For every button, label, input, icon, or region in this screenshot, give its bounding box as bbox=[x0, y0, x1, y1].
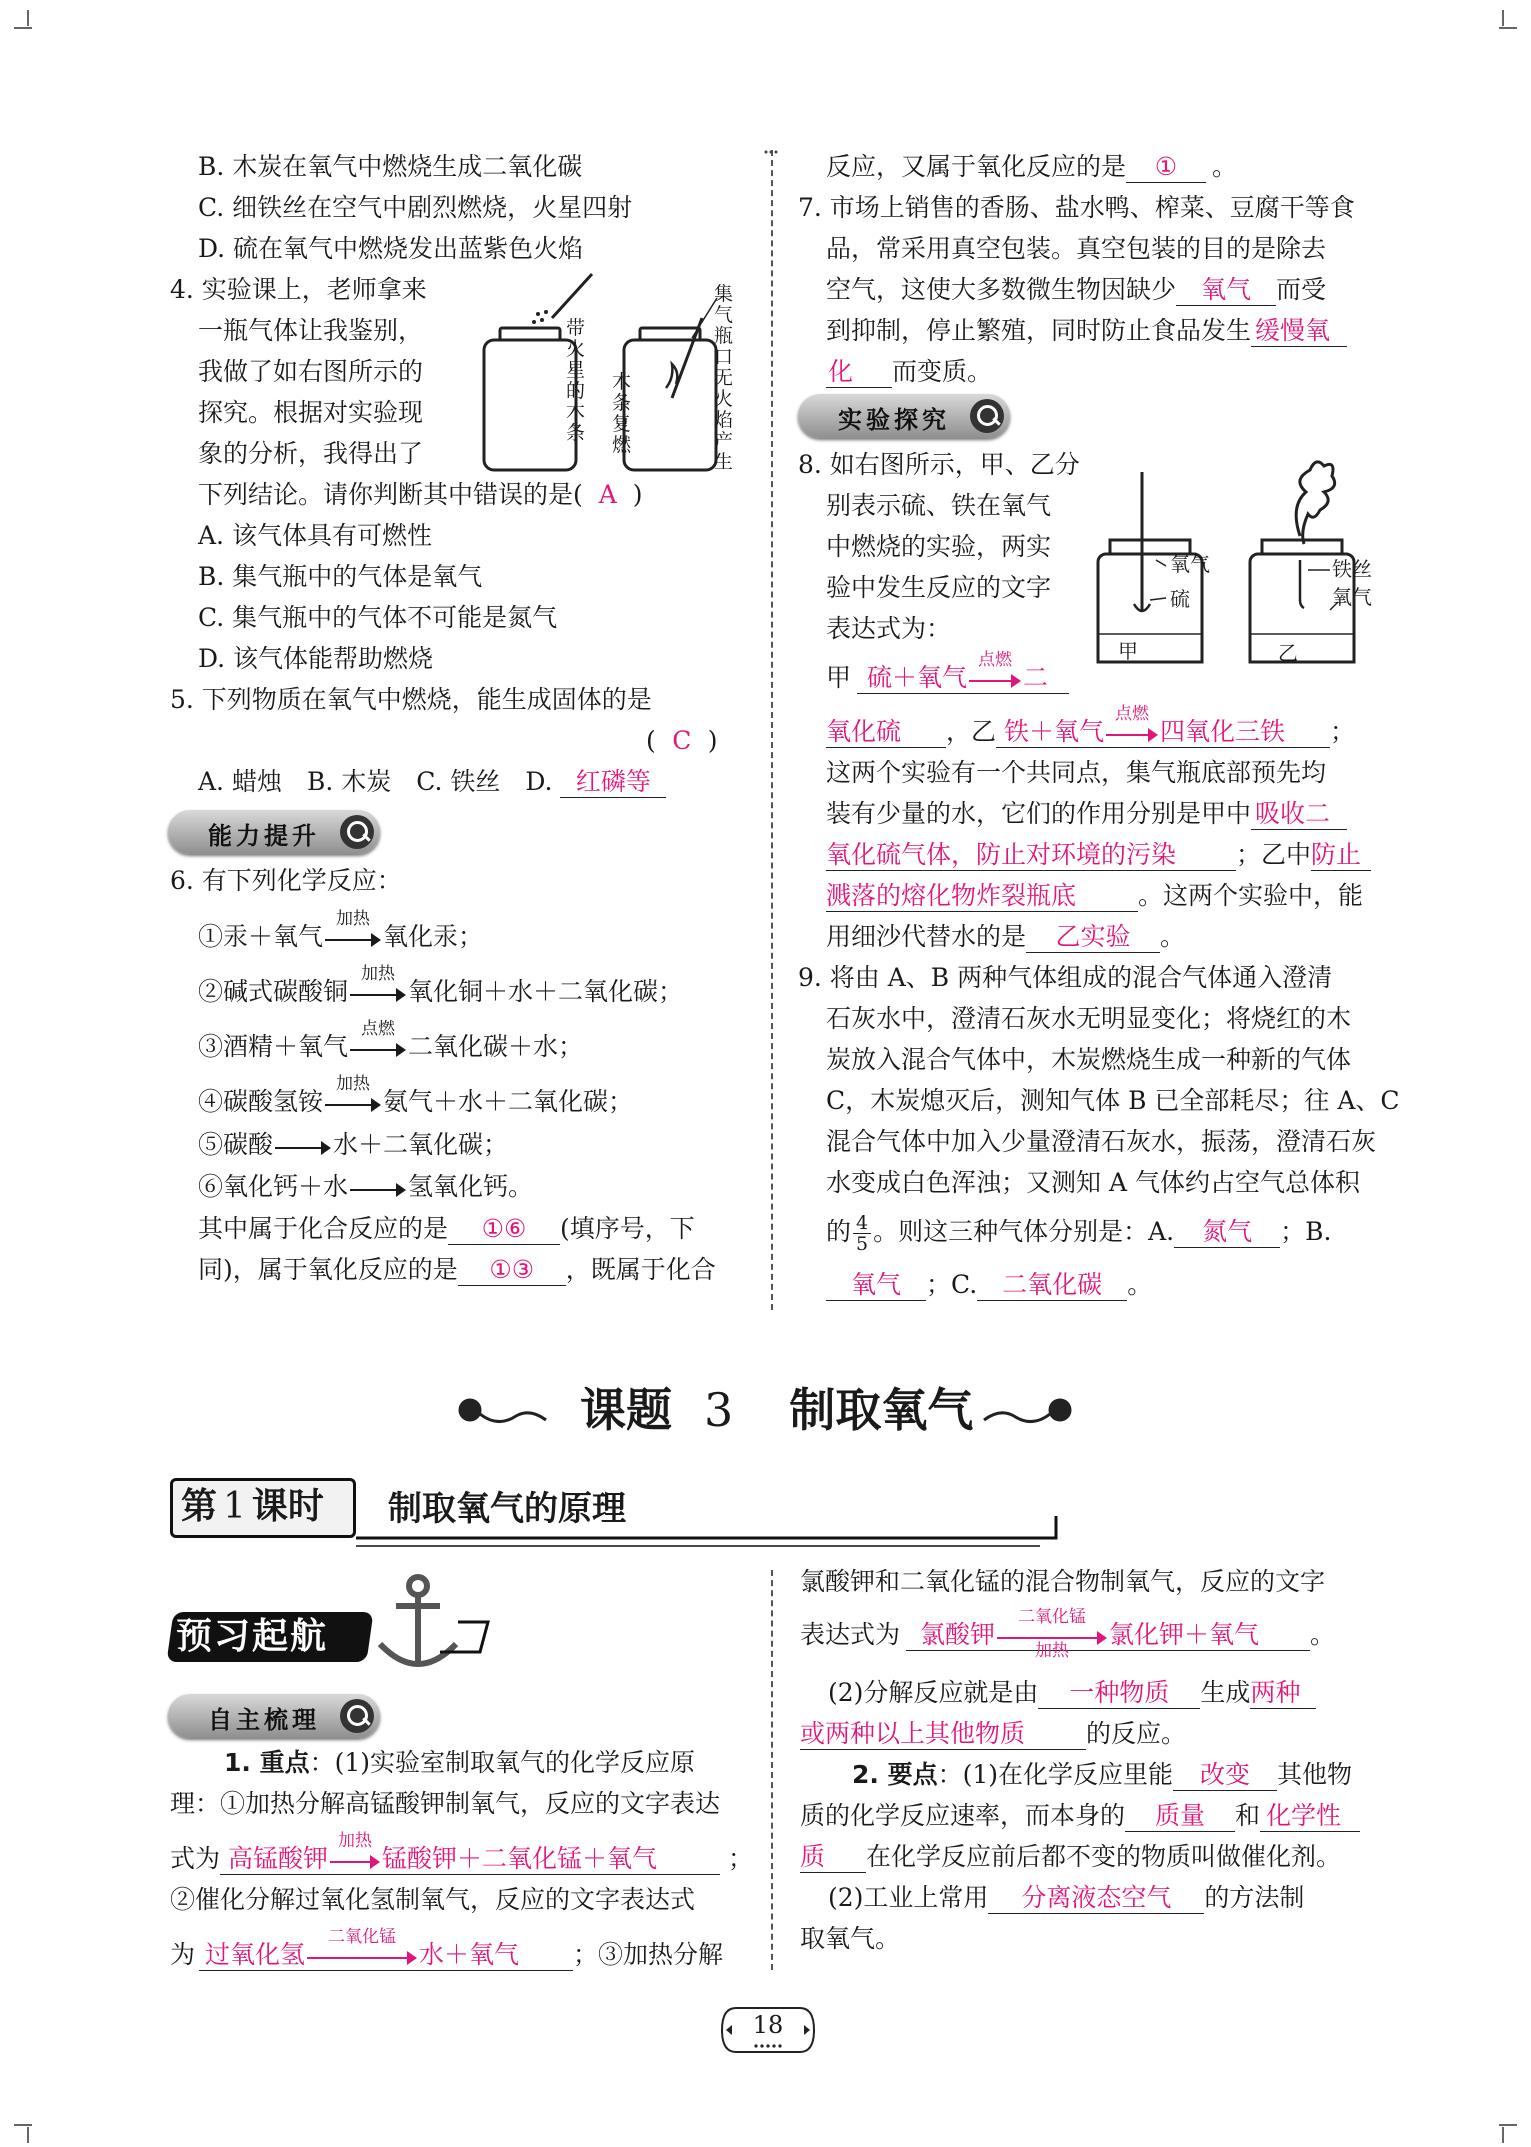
right-l2-tail: 。 bbox=[1310, 1620, 1336, 1649]
reaction-1-reactants: ①汞＋氧气 bbox=[198, 922, 324, 951]
answer-liquid-air: 分离液态空气 bbox=[988, 1883, 1204, 1914]
right-l2-text: 表达式为 bbox=[800, 1620, 901, 1649]
q5-paren-open: ( bbox=[646, 726, 656, 755]
reaction-1-products: 氧化汞； bbox=[383, 922, 484, 951]
q9-answer-a: 氮气 bbox=[1174, 1217, 1280, 1248]
reaction-3-condition: 点燃 bbox=[361, 1018, 396, 1039]
right-l6-mid: 和 bbox=[1235, 1801, 1261, 1830]
q6-answer-oxidation: ①③ bbox=[458, 1255, 566, 1286]
q4-line-1: 4. 实验课上，老师拿来 bbox=[170, 275, 427, 304]
q8-line-1: 8. 如右图所示，甲、乙分 bbox=[798, 450, 1080, 479]
kclo3-condition: 加热 bbox=[1035, 1640, 1070, 1661]
reaction-6-reactants: ⑥氧化钙＋水 bbox=[198, 1172, 349, 1201]
kmno4-products: 锰酸钾＋二氧化锰＋氧气 bbox=[382, 1844, 658, 1873]
kclo3-catalyst: 二氧化锰 bbox=[1018, 1606, 1087, 1627]
right-l3-mid: 生成 bbox=[1200, 1678, 1251, 1707]
q4-line-2: 一瓶气体让我鉴别， bbox=[198, 316, 424, 345]
reaction-2-products: 氧化铜＋水＋二氧化碳； bbox=[408, 977, 684, 1006]
q8-fig-label-yi: 乙 bbox=[1278, 641, 1298, 665]
right-l6-text: 质的化学反应速率，而本身的 bbox=[800, 1801, 1126, 1830]
q8-answer-water-role-a: 吸收二 bbox=[1251, 799, 1347, 830]
kclo3-products: 氯化钾＋氧气 bbox=[1109, 1620, 1260, 1649]
q8-answer-water-role-c: 防止 bbox=[1311, 840, 1371, 871]
h2o2-condition: 二氧化锰 bbox=[328, 1926, 397, 1947]
q8-sulfur-condition: 点燃 bbox=[978, 649, 1013, 670]
right-l3-text: (2)分解反应就是由 bbox=[828, 1678, 1039, 1707]
q6-s3-text: 反应，又属于氧化反应的是 bbox=[826, 152, 1127, 181]
right-l5-tail: 其他物 bbox=[1277, 1760, 1353, 1789]
q8-answer-sand: 乙实验 bbox=[1026, 922, 1160, 953]
section-experiment-label: 实验探究 bbox=[838, 406, 950, 434]
right-l8-text: (2)工业上常用 bbox=[828, 1883, 989, 1912]
q8-answer-water-role-d: 溅落的熔化物炸裂瓶底 bbox=[826, 881, 1138, 912]
q8-l11-tail: 。这两个实验中，能 bbox=[1138, 881, 1364, 910]
q8-semicolon: ； bbox=[1330, 717, 1356, 746]
q4-stem-end: 下列结论。请你判断其中错误的是( bbox=[198, 480, 583, 509]
q9-answer-c: 二氧化碳 bbox=[977, 1270, 1127, 1301]
q4-fig-label-relight: 木条复燃 bbox=[612, 371, 632, 456]
answer-chemical-property-a: 化学性 bbox=[1260, 1801, 1360, 1832]
q9-l7-tail: ；B. bbox=[1280, 1217, 1332, 1246]
answer-mass: 质量 bbox=[1125, 1801, 1235, 1832]
reaction-4-condition: 加热 bbox=[336, 1073, 371, 1094]
q8-line-4: 验中发生反应的文字 bbox=[826, 573, 1052, 602]
q7-answer-oxygen: 氧气 bbox=[1176, 275, 1276, 306]
lesson-title-topic: 制取氧气 bbox=[789, 1383, 974, 1437]
q7-line-2: 品，常采用真空包装。真空包装的目的是除去 bbox=[826, 234, 1327, 263]
kclo3-reactant: 氯酸钾 bbox=[920, 1620, 996, 1649]
section-self-study-label: 自主梳理 bbox=[208, 1706, 320, 1734]
q8-sulfur-reactants: 硫＋氧气 bbox=[867, 663, 968, 692]
q8-yi-label: ，乙 bbox=[946, 717, 997, 746]
q6-answer-both: ① bbox=[1126, 152, 1206, 183]
q5-blank-answer: 红磷等 bbox=[560, 767, 666, 798]
q9-fraction-numerator: 4 bbox=[853, 1213, 871, 1234]
point-1-line-4: ②催化分解过氧化氢制氧气，反应的文字表达式 bbox=[170, 1885, 696, 1914]
q7-l4-text: 到抑制，停止繁殖，同时防止食品发生 bbox=[826, 316, 1252, 345]
q4-line-4: 探究。根据对实验现 bbox=[198, 398, 424, 427]
q7-answer-slow-oxidation-a: 缓慢氧 bbox=[1251, 316, 1347, 347]
q4-fig-label-ember: 带火星的木条 bbox=[566, 317, 586, 444]
period-label-b: 课时 bbox=[251, 1486, 324, 1527]
point-2-heading: 2. 要点 bbox=[852, 1760, 938, 1789]
lesson-title-number: 3 bbox=[704, 1383, 734, 1437]
q4-answer: A bbox=[598, 480, 617, 509]
q8-fig-label-sulfur: 硫 bbox=[1170, 587, 1190, 611]
point-1-heading: 1. 重点 bbox=[224, 1748, 310, 1777]
period-label-a: 第 bbox=[181, 1486, 218, 1527]
q8-line-3: 中燃烧的实验，两实 bbox=[826, 532, 1052, 561]
right-line-9: 取氧气。 bbox=[800, 1924, 901, 1953]
reaction-3-reactants: ③酒精＋氧气 bbox=[198, 1032, 349, 1061]
q6-stem: 6. 有下列化学反应： bbox=[170, 866, 402, 895]
q7-l3-tail: 而受 bbox=[1276, 275, 1327, 304]
q4-line-5: 象的分析，我得出了 bbox=[198, 439, 424, 468]
answer-one-substance: 一种物质 bbox=[1038, 1678, 1200, 1709]
q8-iron-reactants: 铁＋氧气 bbox=[1004, 717, 1105, 746]
point-1-l5-tail: ；③加热分解 bbox=[573, 1940, 724, 1969]
q8-answer-water-role-b: 氧化硫气体，防止对环境的污染 bbox=[826, 840, 1236, 871]
period-title: 制取氧气的原理 bbox=[388, 1489, 626, 1529]
h2o2-reactant: 过氧化氢 bbox=[205, 1940, 306, 1969]
q8-l12-tail: 。 bbox=[1160, 922, 1186, 951]
q9-l8-tail: 。 bbox=[1127, 1270, 1153, 1299]
q4-option-d: D. 该气体能帮助燃烧 bbox=[198, 644, 434, 673]
period-number: 1 bbox=[223, 1486, 246, 1527]
answer-two-or-more-a: 两种 bbox=[1250, 1678, 1316, 1709]
q6-s3-tail: 。 bbox=[1212, 152, 1238, 181]
q5-option-list: A. 蜡烛 B. 木炭 C. 铁丝 D. bbox=[198, 767, 553, 796]
section-ability-label: 能力提升 bbox=[208, 822, 320, 850]
q7-answer-slow-oxidation-b: 化 bbox=[826, 357, 892, 388]
h2o2-products: 水＋氧气 bbox=[419, 1940, 520, 1969]
reaction-2-reactants: ②碱式碳酸铜 bbox=[198, 977, 349, 1006]
q9-l7-mid: 。则这三种气体分别是：A. bbox=[873, 1217, 1175, 1246]
q5-paren-close: ) bbox=[707, 726, 718, 755]
reaction-5-reactants: ⑤碳酸 bbox=[198, 1130, 274, 1159]
right-l8-tail: 的方法制 bbox=[1204, 1883, 1305, 1912]
right-l4-tail: 的反应。 bbox=[1086, 1719, 1187, 1748]
reaction-3-products: 二氧化碳＋水； bbox=[408, 1032, 584, 1061]
answer-two-or-more-b: 或两种以上其他物质 bbox=[800, 1719, 1086, 1750]
point-1-l3-tail: ； bbox=[728, 1844, 754, 1873]
q5-stem: 5. 下列物质在氧气中燃烧，能生成固体的是 bbox=[170, 685, 652, 714]
reaction-4-products: 氨气＋水＋二氧化碳； bbox=[383, 1087, 634, 1116]
q8-jia-label: 甲 bbox=[826, 663, 852, 692]
q7-l3-text: 空气，这使大多数微生物因缺少 bbox=[826, 275, 1177, 304]
lesson-title-label: 课题 bbox=[580, 1383, 672, 1437]
point-1-text: ：(1)实验室制取氧气的化学反应原 bbox=[309, 1748, 696, 1777]
q6-s1-tail: (填序号，下 bbox=[560, 1214, 695, 1243]
q9-line-1: 9. 将由 A、B 两种气体组成的混合气体通入澄清 bbox=[798, 963, 1333, 992]
q8-line-5: 表达式为： bbox=[826, 614, 952, 643]
q6-s2-text: 同)，属于氧化反应的是 bbox=[198, 1255, 458, 1284]
q4-option-b: B. 集气瓶中的气体是氧气 bbox=[198, 562, 483, 591]
q8-fig-label-oxygen-b: 氧气 bbox=[1332, 585, 1372, 609]
answer-change: 改变 bbox=[1173, 1760, 1277, 1791]
q9-line-6: 水变成白色浑浊；又测知 A 气体约占空气总体积 bbox=[826, 1168, 1360, 1197]
q9-fraction-denominator: 5 bbox=[856, 1233, 869, 1255]
q8-sulfur-product-b: 氧化硫 bbox=[826, 717, 946, 748]
q9-line-3: 炭放入混合气体中，木炭燃烧生成一种新的气体 bbox=[826, 1045, 1352, 1074]
q6-answer-combination: ①⑥ bbox=[448, 1214, 560, 1245]
q3-option-d: D. 硫在氧气中燃烧发出蓝紫色火焰 bbox=[198, 234, 584, 263]
reaction-1-condition: 加热 bbox=[336, 908, 371, 929]
q8-l12-text: 用细沙代替水的是 bbox=[826, 922, 1027, 951]
point-1-line-2: 理：①加热分解高锰酸钾制氧气，反应的文字表达 bbox=[170, 1789, 721, 1818]
q8-fig-label-jia: 甲 bbox=[1118, 639, 1138, 663]
q8-line-2: 别表示硫、铁在氧气 bbox=[826, 491, 1052, 520]
q5-answer: C bbox=[672, 726, 692, 755]
q9-line-2: 石灰水中，澄清石灰水无明显变化；将烧红的木 bbox=[826, 1004, 1352, 1033]
page-number: 18 bbox=[752, 2011, 784, 2039]
answer-chemical-property-b: 质 bbox=[800, 1842, 866, 1873]
q8-sulfur-product-a: 二 bbox=[1023, 663, 1049, 692]
right-line-1: 氯酸钾和二氧化锰的混合物制氧气，反应的文字 bbox=[800, 1567, 1326, 1596]
point-1-l5-text: 为 bbox=[170, 1940, 196, 1969]
kmno4-reactant: 高锰酸钾 bbox=[228, 1844, 329, 1873]
q4-fig-label-no-flame: 集气瓶口无火焰产生 bbox=[714, 283, 734, 473]
q8-iron-product: 四氧化三铁 bbox=[1160, 717, 1286, 746]
q6-s1-text: 其中属于化合反应的是 bbox=[198, 1214, 449, 1243]
q9-line-5: 混合气体中加入少量澄清石灰水，振荡，澄清石灰 bbox=[826, 1127, 1377, 1156]
reaction-4-reactants: ④碳酸氢铵 bbox=[198, 1087, 324, 1116]
q4-option-c: C. 集气瓶中的气体不可能是氮气 bbox=[198, 603, 558, 632]
q7-line-1: 7. 市场上销售的香肠、盐水鸭、榨菜、豆腐干等食 bbox=[798, 193, 1355, 222]
q7-l5-tail: 而变质。 bbox=[892, 357, 993, 386]
q8-l9-text: 装有少量的水，它们的作用分别是甲中 bbox=[826, 799, 1252, 828]
q4-paren-close: ) bbox=[632, 480, 643, 509]
kmno4-condition: 加热 bbox=[338, 1830, 373, 1851]
q6-s2-tail: ，既属于化合 bbox=[565, 1255, 716, 1284]
point-1-l3-text: 式为 bbox=[170, 1844, 221, 1873]
q3-option-c: C. 细铁丝在空气中剧烈燃烧，火星四射 bbox=[198, 193, 633, 222]
reaction-2-condition: 加热 bbox=[361, 963, 396, 984]
preview-label: 预习起航 bbox=[176, 1616, 329, 1657]
q8-line-8: 这两个实验有一个共同点，集气瓶底部预先均 bbox=[826, 758, 1327, 787]
reaction-5-products: 水＋二氧化碳； bbox=[333, 1130, 509, 1159]
q9-l7-text: 的 bbox=[826, 1217, 852, 1246]
right-l7-text: 在化学反应前后都不变的物质叫做催化剂。 bbox=[866, 1842, 1342, 1871]
q8-fig-label-iron: 铁丝 bbox=[1332, 557, 1372, 581]
q8-l10-tail: ；乙中 bbox=[1236, 840, 1312, 869]
q4-option-a: A. 该气体具有可燃性 bbox=[198, 521, 432, 550]
reaction-6-products: 氢氧化钙。 bbox=[408, 1172, 534, 1201]
right-l5-text: ：(1)在化学反应里能 bbox=[937, 1760, 1174, 1789]
q9-answer-b: 氧气 bbox=[826, 1270, 926, 1301]
q9-l8-mid: ；C. bbox=[926, 1270, 978, 1299]
q4-line-3: 我做了如右图所示的 bbox=[198, 357, 424, 386]
q8-fig-label-oxygen-a: 氧气 bbox=[1170, 552, 1210, 576]
q3-option-b: B. 木炭在氧气中燃烧生成二氧化碳 bbox=[198, 152, 583, 181]
q9-line-4: C，木炭熄灭后，测知气体 B 已全部耗尽；往 A、C bbox=[826, 1086, 1400, 1115]
q8-iron-condition: 点燃 bbox=[1115, 703, 1150, 724]
